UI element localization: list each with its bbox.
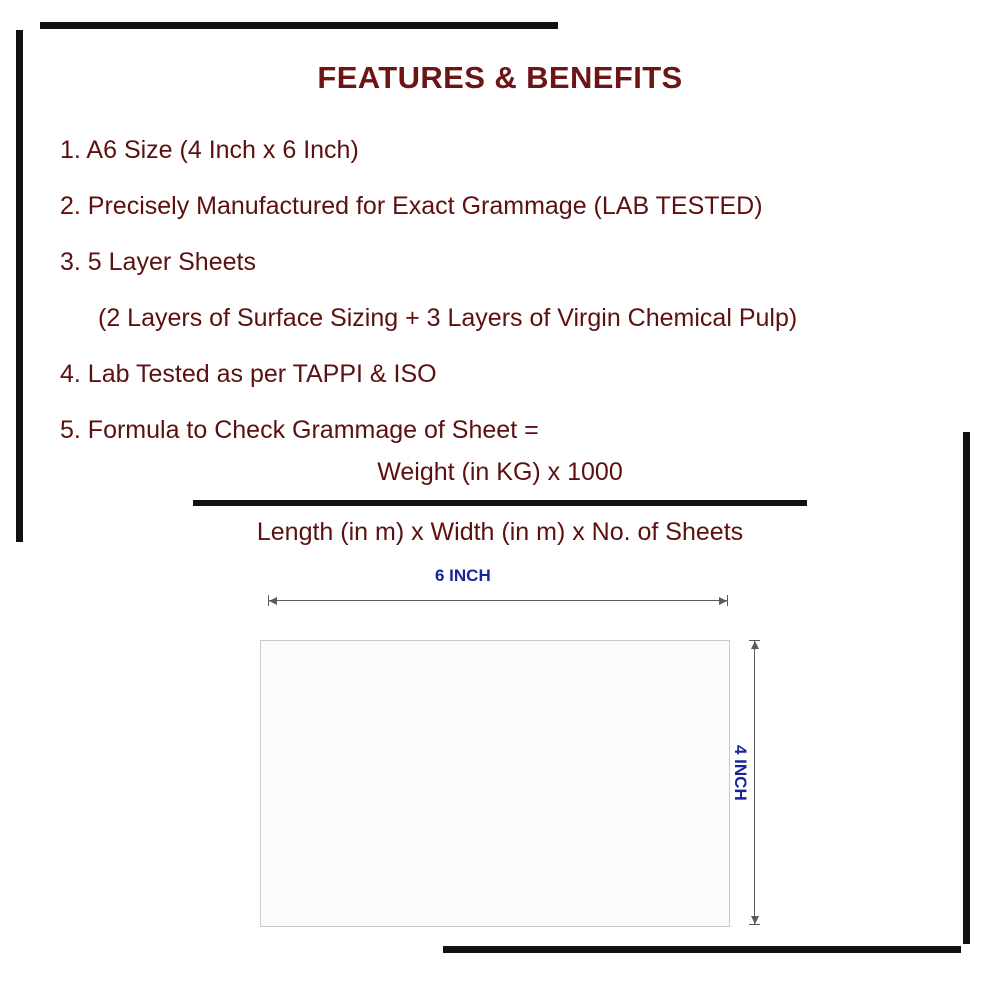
feature-item-4: 4. Lab Tested as per TAPPI & ISO (60, 360, 437, 388)
frame-rule-top (40, 22, 558, 29)
feature-item-2: 2. Precisely Manufactured for Exact Grammage (LAB TESTED) (60, 192, 763, 220)
arrow-head-right-icon (719, 597, 727, 605)
arrow-head-down-icon (751, 916, 759, 924)
width-dimension-arrow (268, 596, 728, 606)
feature-item-3-detail: (2 Layers of Surface Sizing + 3 Layers of Virgin Chemical Pulp) (98, 304, 798, 332)
formula-denominator: Length (in m) x Width (in m) x No. of Sheets (256, 518, 744, 546)
frame-rule-bottom (443, 946, 961, 953)
formula-numerator: Weight (in KG) x 1000 (377, 458, 623, 486)
feature-item-3: 3. 5 Layer Sheets (60, 248, 256, 276)
feature-item-5: 5. Formula to Check Grammage of Sheet = (60, 416, 539, 444)
height-arrow-cap-end (749, 924, 760, 925)
height-dimension-label: 4 INCH (731, 745, 750, 801)
grammage-formula (0, 450, 1000, 554)
formula-fraction-bar (193, 500, 807, 506)
features-list (60, 122, 970, 458)
width-arrow-cap-end (727, 595, 728, 606)
height-dimension-arrow (750, 640, 760, 925)
width-dimension-label: 6 INCH (435, 566, 491, 585)
sheet-dimension-diagram (250, 560, 790, 940)
page-title: FEATURES & BENEFITS (317, 60, 683, 95)
arrow-head-up-icon (751, 641, 759, 649)
paper-sheet-rectangle (260, 640, 730, 927)
arrow-head-left-icon (269, 597, 277, 605)
width-arrow-line (268, 600, 728, 601)
feature-item-1: 1. A6 Size (4 Inch x 6 Inch) (60, 136, 359, 164)
height-arrow-line (754, 640, 755, 925)
